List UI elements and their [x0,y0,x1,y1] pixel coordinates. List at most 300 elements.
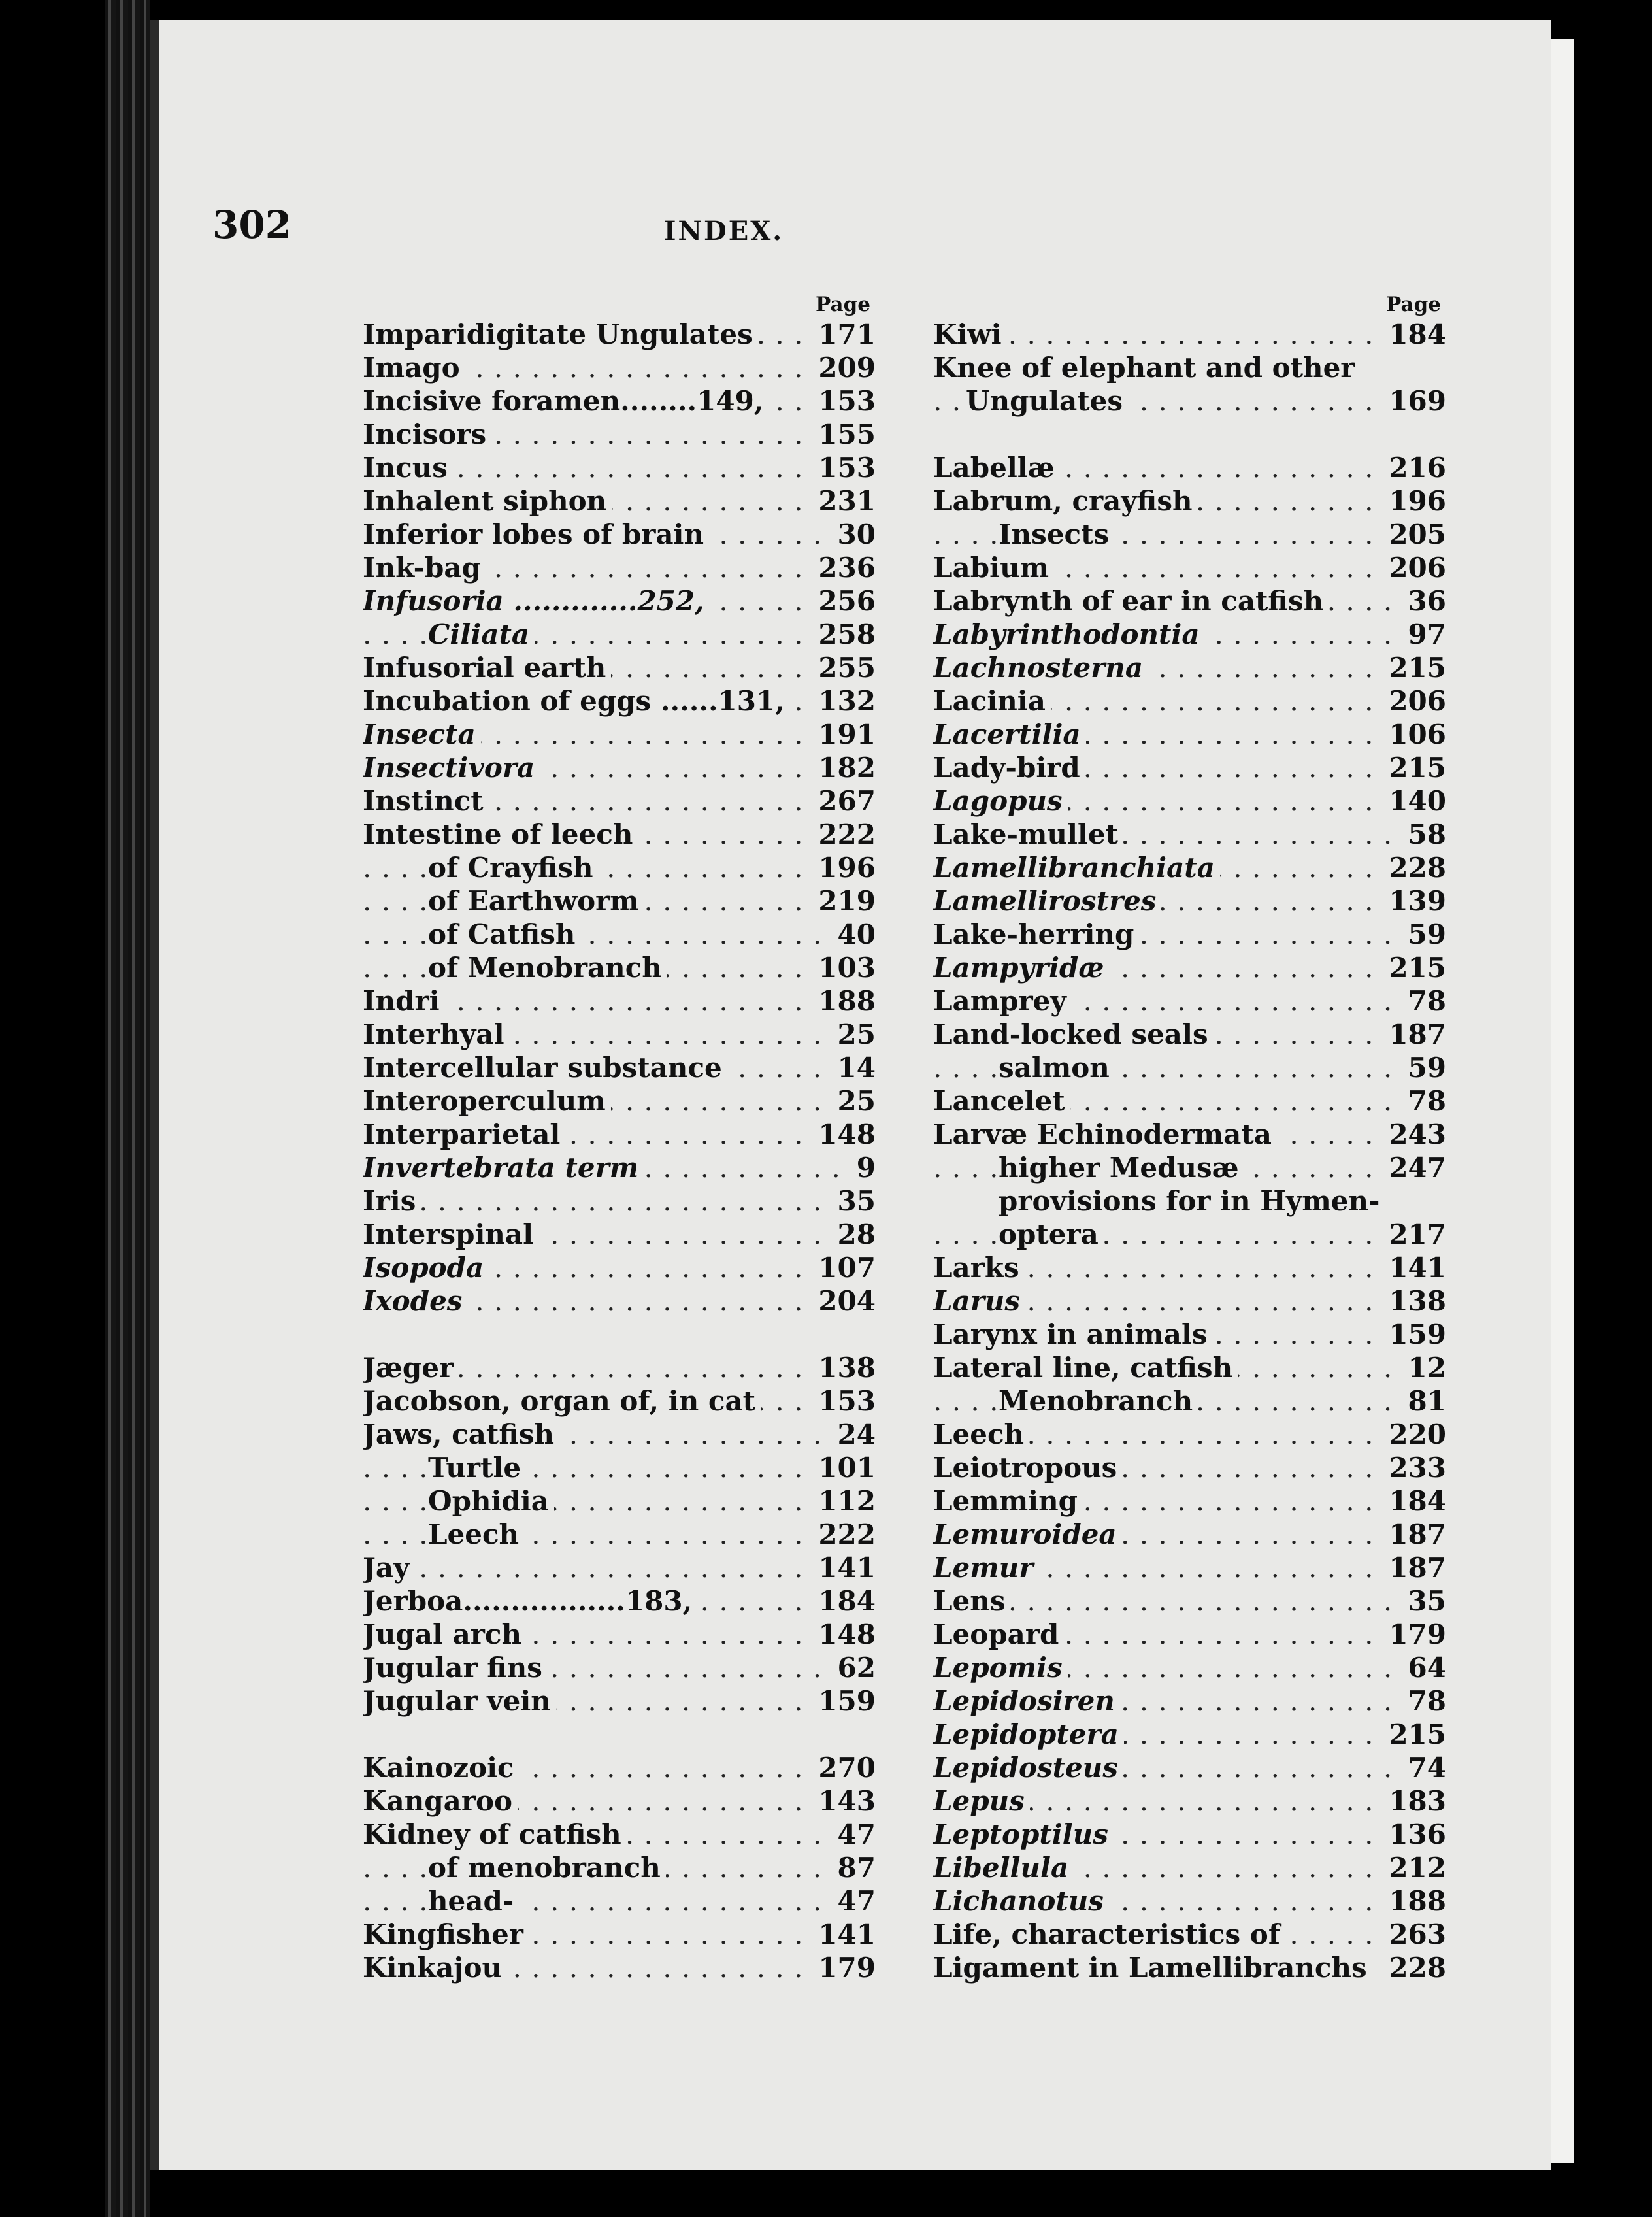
index-term: Incisive foramen........149, [363,385,768,417]
index-page-ref: 184 [810,1584,876,1618]
index-page-ref: 9 [849,1151,876,1184]
index-page-ref: 12 [1400,1351,1446,1384]
index-term: Inferior lobes of brain [363,518,709,550]
index-term: Insects [999,518,1114,550]
index-entry [363,351,876,384]
index-entry [363,884,876,918]
index-term: Kiwi [933,318,1007,350]
index-page-ref: 30 [830,518,876,551]
index-page-ref: 215 [1381,651,1446,684]
index-page-ref: 148 [810,1618,876,1651]
index-page-ref: 215 [1381,751,1446,784]
index-page-ref: 231 [810,484,876,518]
index-entry [363,818,876,851]
index-entry [363,1118,876,1151]
index-entry [933,1618,1446,1651]
index-page-ref: 138 [1381,1284,1446,1318]
index-entry [363,1951,876,1984]
index-term: of Earthworm [428,885,644,917]
index-term: of Menobranch [428,952,667,984]
index-page-ref: 87 [830,1851,876,1884]
index-term: Jæger [363,1352,459,1384]
index-page-ref: 103 [810,951,876,984]
index-page-ref: 187 [1381,1018,1446,1051]
index-page-ref: 270 [810,1751,876,1784]
index-term: Kainozoic [363,1752,520,1784]
index-term: Inhalent siphon [363,485,612,517]
index-entry [363,1018,876,1051]
index-term: Jugular fins [363,1652,548,1684]
index-term: Incubation of eggs ......131, [363,685,790,717]
index-term: of menobranch [428,1852,666,1884]
page-column-label: Page [1386,293,1441,316]
index-page-ref: 222 [810,1518,876,1551]
index-term: Kingfisher [363,1918,529,1950]
index-entry [933,1384,1446,1418]
index-page-ref: 222 [810,818,876,851]
index-term: Larvæ Echinodermata [933,1118,1277,1150]
index-entry [363,1751,876,1784]
index-entry [933,1551,1446,1584]
index-page-ref: 47 [830,1818,876,1851]
index-page-ref: 220 [1381,1418,1446,1451]
index-term: Lamellibranchiata [933,852,1220,884]
index-term: Kidney of catfish [363,1818,627,1850]
index-page-ref: 184 [1381,318,1446,351]
index-page-ref: 255 [810,651,876,684]
index-entry [363,484,876,518]
index-term: Turtle [428,1452,526,1484]
index-term: Lampyridæ [933,952,1110,984]
index-term: Lemur [933,1552,1038,1584]
index-term: Menobranch [999,1385,1198,1417]
index-page-ref: 35 [830,1184,876,1218]
index-page-ref: 14 [830,1051,876,1084]
index-term: Ophidia [428,1485,554,1517]
index-term: Jugal arch [363,1618,527,1650]
index-page-ref: 233 [1381,1451,1446,1484]
index-term: optera [999,1218,1104,1250]
index-term: Labyrinthodontia [933,618,1205,650]
index-term: Lacertilia [933,718,1086,750]
index-page-ref: 204 [810,1284,876,1318]
index-entry [363,951,876,984]
index-entry [933,1684,1446,1718]
index-page-ref: 28 [830,1218,876,1251]
index-entry [363,1151,876,1184]
index-entry [363,1284,876,1318]
index-entry [363,1884,876,1918]
index-term: higher Medusæ [999,1152,1244,1184]
index-entry [363,1518,876,1551]
index-entry [933,1418,1446,1451]
index-page-ref: 139 [1381,884,1446,918]
adjacent-page-edge [1547,39,1574,2163]
index-term: Lepidosteus [933,1752,1123,1784]
index-page-ref: 215 [1381,1718,1446,1751]
index-entry [363,318,876,351]
index-page-ref: 179 [1381,1618,1446,1651]
index-term: Imago [363,352,465,384]
index-term: Incisors [363,418,491,450]
index-entry [363,1818,876,1851]
index-term: Lens [933,1585,1010,1617]
index-page-ref: 25 [830,1084,876,1118]
index-page-ref: 267 [810,784,876,818]
index-term: Labrynth of ear in catfish [933,585,1329,617]
index-entry [363,651,876,684]
index-term: Lepidoptera [933,1718,1124,1750]
index-term: Jaws, catfish [363,1418,559,1450]
index-entry [363,1251,876,1284]
index-term: Ixodes [363,1285,467,1317]
index-gap [363,1318,876,1351]
index-page-ref: 97 [1400,618,1446,651]
index-page-ref: 187 [1381,1518,1446,1551]
index-term: Lancelet [933,1085,1070,1117]
index-page-ref: 107 [810,1251,876,1284]
index-term: Lagopus [933,785,1068,817]
index-term: Land-locked seals [933,1018,1214,1050]
index-page-ref: 188 [1381,1884,1446,1918]
index-entry [933,1584,1446,1618]
index-page-ref: 159 [1381,1318,1446,1351]
index-entry [933,451,1446,484]
index-entry [933,1518,1446,1551]
index-page-ref: 148 [810,1118,876,1151]
index-page-ref: 209 [810,351,876,384]
index-entry [933,784,1446,818]
index-entry [363,684,876,718]
index-term: salmon [999,1052,1115,1084]
index-gap [933,418,1446,451]
index-page-ref: 217 [1381,1218,1446,1251]
index-entry [933,484,1446,518]
index-term: Interspinal [363,1218,538,1250]
index-page-ref: 215 [1381,951,1446,984]
index-entry [363,1584,876,1618]
index-term: Interoperculum [363,1085,611,1117]
index-entry [363,1084,876,1118]
index-term: Lake-herring [933,918,1139,950]
index-page-ref: 179 [810,1951,876,1984]
index-page-ref: 101 [810,1451,876,1484]
index-term: Larks [933,1252,1025,1284]
index-page-ref: 59 [1400,1051,1446,1084]
index-entry [363,1218,876,1251]
index-term: Lepus [933,1785,1030,1817]
index-term: Libellula [933,1852,1074,1884]
index-page-ref: 247 [1381,1151,1446,1184]
index-page-ref: 47 [830,1884,876,1918]
index-term: Infusoria .............252, [363,585,710,617]
index-entry [363,1451,876,1484]
index-entry [933,1118,1446,1151]
index-page-ref: 236 [810,551,876,584]
index-term: Insectivora [363,752,540,784]
index-entry [933,351,1446,384]
index-entry [933,1451,1446,1484]
index-term: Labellæ [933,452,1060,484]
index-page-ref: 205 [1381,518,1446,551]
index-page-ref: 62 [830,1651,876,1684]
index-term: Lemming [933,1485,1083,1517]
page-number: 302 [212,203,292,247]
index-page-ref: 40 [830,918,876,951]
index-page-ref: 206 [1381,551,1446,584]
index-term: Intercellular substance [363,1052,727,1084]
index-term: of Crayfish [428,852,599,884]
index-entry [363,518,876,551]
index-page-ref: 78 [1400,1084,1446,1118]
index-page-ref: 132 [810,684,876,718]
index-term: Instinct [363,785,489,817]
index-page-ref: 153 [810,1384,876,1418]
index-term: Insecta [363,718,481,750]
index-term: Kinkajou [363,1952,507,1984]
index-term: head- [428,1885,519,1917]
index-entry [363,784,876,818]
index-entry [933,1251,1446,1284]
index-page-ref: 243 [1381,1118,1446,1151]
index-entry [933,984,1446,1018]
running-title: INDEX. [663,216,784,246]
index-page-ref: 153 [810,384,876,418]
index-entry [933,851,1446,884]
index-page-ref: 143 [810,1784,876,1818]
index-entry [363,1784,876,1818]
index-entry [933,1351,1446,1384]
index-entry [933,584,1446,618]
index-term: Leopard [933,1618,1064,1650]
index-page-ref: 112 [810,1484,876,1518]
index-page-ref: 228 [1381,851,1446,884]
index-entry [933,1851,1446,1884]
index-entry [933,1484,1446,1518]
index-entry [933,384,1446,418]
index-page-ref: 187 [1381,1551,1446,1584]
index-page-ref: 159 [810,1684,876,1718]
index-term: Jugular vein [363,1685,556,1717]
index-column-right [933,292,1446,1984]
index-entry [933,1151,1446,1184]
index-page-ref: 196 [1381,484,1446,518]
index-entry [933,1318,1446,1351]
index-page-ref: 155 [810,418,876,451]
index-term: Intestine of leech [363,818,638,850]
book-binding-edge [105,0,150,2217]
index-term: Lake-mullet [933,818,1123,850]
index-entry [933,1918,1446,1951]
index-entry [363,1351,876,1384]
index-entry [363,751,876,784]
index-term: Larynx in animals [933,1318,1213,1350]
index-page-ref: 35 [1400,1584,1446,1618]
index-page-ref: 78 [1400,1684,1446,1718]
index-entry [933,918,1446,951]
index-entry [933,1751,1446,1784]
index-term: Jay [363,1552,415,1584]
index-entry [363,1418,876,1451]
index-term: Lichanotus [933,1885,1109,1917]
index-entry [933,1018,1446,1051]
index-term: Jerboa.................183, [363,1585,697,1617]
index-term: Jacobson, organ of, in cat [363,1385,761,1417]
index-entry [363,1551,876,1584]
index-term: Lamprey [933,985,1072,1017]
index-entry [363,1918,876,1951]
index-entry [363,384,876,418]
index-page-ref: 184 [1381,1484,1446,1518]
page-column-label: Page [816,293,870,316]
index-page-ref: 228 [1381,1951,1446,1984]
index-entry [933,518,1446,551]
index-page-ref: 188 [810,984,876,1018]
index-entry [933,1884,1446,1918]
index-page-ref: 106 [1381,718,1446,751]
index-entry [363,918,876,951]
index-page-ref: 141 [810,1551,876,1584]
index-page-ref: 196 [810,851,876,884]
index-entry [363,618,876,651]
index-entry [363,851,876,884]
index-page-ref: 263 [1381,1918,1446,1951]
index-entry [933,1951,1446,1984]
index-term: Imparidigitate Ungulates [363,318,758,350]
index-term: Labium [933,552,1054,584]
index-page-ref: 59 [1400,918,1446,951]
index-page-ref: 171 [810,318,876,351]
index-term: Leech [428,1518,524,1550]
index-page-ref: 258 [810,618,876,651]
index-page-ref: 58 [1400,818,1446,851]
index-entry [363,1684,876,1718]
index-page-ref: 136 [1381,1818,1446,1851]
index-entry [933,1084,1446,1118]
index-page-ref: 24 [830,1418,876,1451]
index-entry [363,1051,876,1084]
index-gap [363,1718,876,1751]
index-term: Indri [363,985,445,1017]
index-term: Lepidosiren [933,1685,1120,1717]
index-entry [363,718,876,751]
index-term: Ink-bag [363,552,486,584]
index-term: Lacinia [933,685,1051,717]
index-entry [933,718,1446,751]
index-term: Iris [363,1185,421,1217]
index-term: Interhyal [363,1018,510,1050]
index-page-ref: 216 [1381,451,1446,484]
index-page-ref: 191 [810,718,876,751]
index-page-ref: 140 [1381,784,1446,818]
index-page-ref: 153 [810,451,876,484]
index-term: Ungulates [966,385,1128,417]
index-entry [933,1284,1446,1318]
index-entry [933,951,1446,984]
index-page-ref: 36 [1400,584,1446,618]
index-term: Invertebrata term [363,1152,644,1184]
index-term: Lepomis [933,1652,1068,1684]
index-entry [363,1184,876,1218]
index-term: provisions for in Hymen- [999,1185,1385,1217]
index-term: Life, characteristics of [933,1918,1285,1950]
index-term: Lemuroidea [933,1518,1122,1550]
index-term: Incus [363,452,453,484]
index-term: Lamellirostres [933,885,1161,917]
index-entry [933,1784,1446,1818]
index-term: Leptoptilus [933,1818,1114,1850]
index-entry [363,1384,876,1418]
index-page-ref: 169 [1381,384,1446,418]
index-term: Knee of elephant and other [933,352,1360,384]
index-entry [933,1051,1446,1084]
index-entry [363,584,876,618]
index-entry [363,1484,876,1518]
index-entry [933,1718,1446,1751]
index-page-ref: 182 [810,751,876,784]
index-page-ref: 212 [1381,1851,1446,1884]
index-page-ref: 256 [810,584,876,618]
index-term: Kangaroo [363,1785,518,1817]
index-page-ref: 183 [1381,1784,1446,1818]
index-entry [363,551,876,584]
index-term: Lateral line, catfish [933,1352,1238,1384]
index-page-ref: 25 [830,1018,876,1051]
index-page-ref: 138 [810,1351,876,1384]
index-entry [933,618,1446,651]
index-entry [933,551,1446,584]
index-entry [933,818,1446,851]
index-page-ref: 64 [1400,1651,1446,1684]
index-entry [933,318,1446,351]
index-entry [933,1651,1446,1684]
index-term: Infusorial earth [363,652,611,684]
index-entry [363,984,876,1018]
index-page-ref: 219 [810,884,876,918]
index-term: Ciliata [428,618,535,650]
index-entry [933,1184,1446,1218]
index-entry [933,1218,1446,1251]
index-entry [363,1618,876,1651]
index-page-ref: 206 [1381,684,1446,718]
index-page-ref: 81 [1400,1384,1446,1418]
index-term: Lachnosterna [933,652,1148,684]
index-page-ref: 74 [1400,1751,1446,1784]
index-entry [933,1818,1446,1851]
index-term: Isopoda [363,1252,489,1284]
index-term: Larus [933,1285,1025,1317]
index-entry [363,1651,876,1684]
index-entry [933,651,1446,684]
index-term: Leech [933,1418,1029,1450]
page-header [212,190,1235,261]
index-entry [363,451,876,484]
index-term: Interparietal [363,1118,565,1150]
index-term: of Catfish [428,918,580,950]
index-term: Leiotropous [933,1452,1122,1484]
index-entry [363,418,876,451]
index-term: Ligament in Lamellibranchs [933,1952,1372,1984]
index-page-ref: 141 [1381,1251,1446,1284]
index-page-ref: 78 [1400,984,1446,1018]
index-entry [933,884,1446,918]
index-entry [933,684,1446,718]
index-column-left [363,292,876,1984]
index-page-ref: 141 [810,1918,876,1951]
index-entry [363,1851,876,1884]
index-term: Labrum, crayfish [933,485,1198,517]
index-entry [933,751,1446,784]
